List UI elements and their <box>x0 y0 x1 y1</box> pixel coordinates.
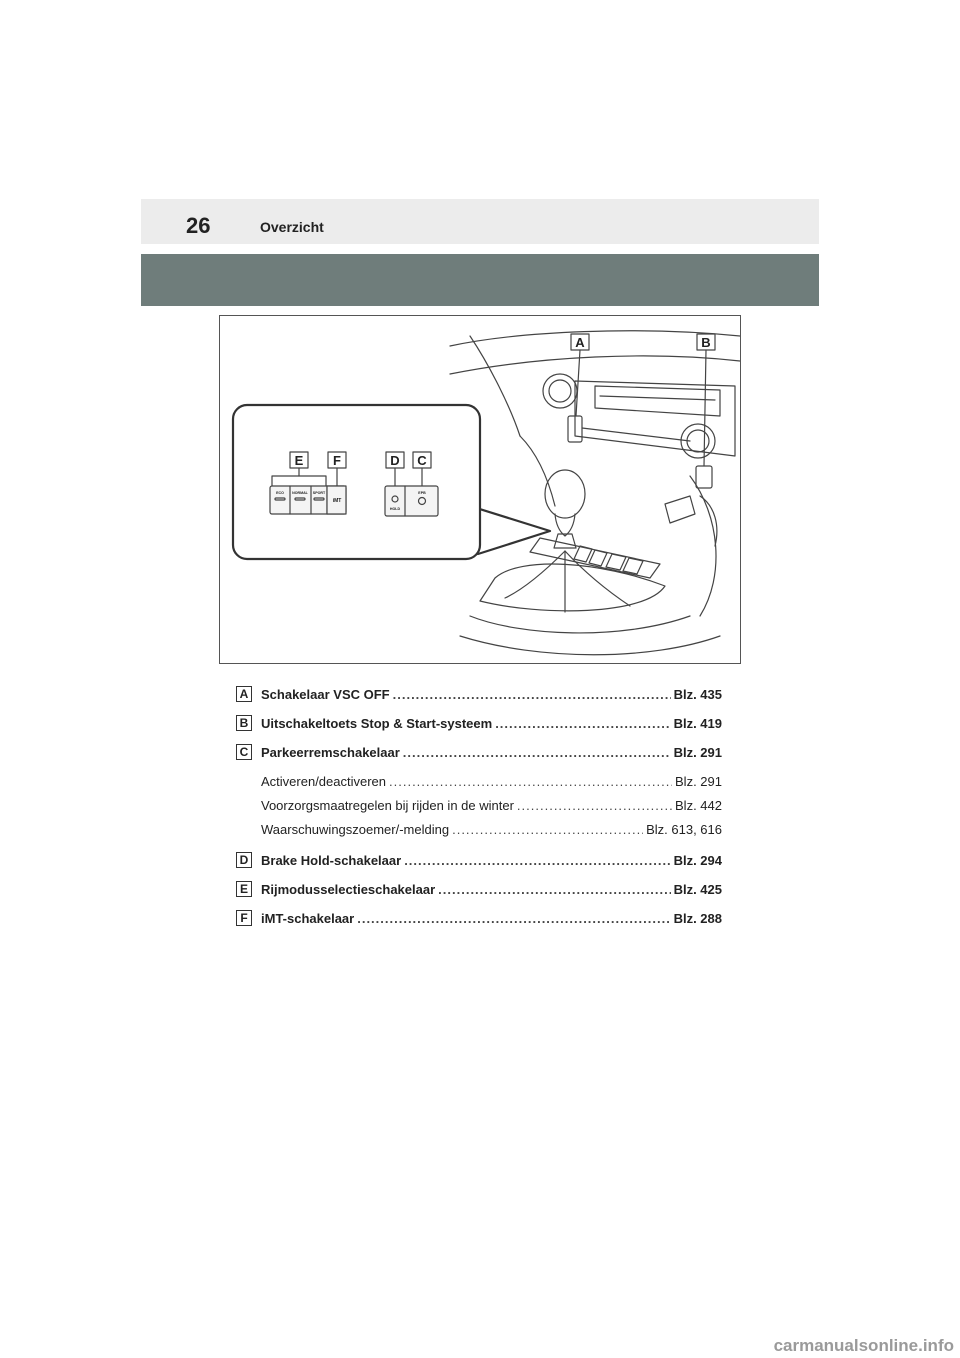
list-item <box>236 852 722 881</box>
callout-a: A <box>575 335 585 350</box>
list-item <box>236 686 722 715</box>
item-letter: F <box>236 910 252 926</box>
center-panel <box>575 381 735 456</box>
callout-d: D <box>390 453 400 468</box>
item-letter: D <box>236 852 252 868</box>
item-text: Schakelaar VSC OFF <box>261 687 390 702</box>
item-text: Voorzorgsmaatregelen bij rijden in de winter <box>261 798 514 813</box>
item-letter: A <box>236 686 252 702</box>
page-reference[interactable]: Blz. 442 <box>675 798 722 813</box>
page-reference[interactable]: Blz. 291 <box>673 745 722 760</box>
leader-dots <box>389 774 672 789</box>
list-item <box>236 910 722 939</box>
console-left-edge <box>520 436 555 506</box>
leader-dots <box>452 822 643 837</box>
leader-dots <box>517 798 672 813</box>
leader-dots <box>438 882 670 897</box>
item-text: Rijmodusselectieschakelaar <box>261 882 436 897</box>
normal-label: NORMAL <box>292 491 308 495</box>
console-drawing <box>220 316 740 663</box>
shift-boot <box>480 564 665 611</box>
list-item <box>236 881 722 910</box>
page-reference[interactable]: Blz. 613, 616 <box>646 822 722 837</box>
item-letter: E <box>236 881 252 897</box>
page-reference[interactable]: Blz. 435 <box>673 687 722 702</box>
item-text: Brake Hold-schakelaar <box>261 853 402 868</box>
page-reference[interactable]: Blz. 291 <box>675 774 722 789</box>
title-bar <box>141 254 819 306</box>
stop-start-switch <box>696 466 712 488</box>
section-title: Overzicht <box>260 219 324 235</box>
dash-upper-line <box>450 356 740 374</box>
item-letter: C <box>236 744 252 760</box>
callout-b: B <box>701 335 711 350</box>
display-panel <box>595 386 720 416</box>
item-text: Parkeerremschakelaar <box>261 745 400 760</box>
component-list <box>236 686 722 939</box>
page-reference[interactable]: Blz. 419 <box>673 716 722 731</box>
watermark: carmanualsonline.info <box>773 1336 954 1355</box>
left-knob <box>543 374 577 408</box>
imt-label: iMT <box>332 498 342 504</box>
zoom-pointer <box>470 506 550 554</box>
console-illustration <box>219 315 741 664</box>
sport-label: SPORT <box>312 491 326 495</box>
item-text: Waarschuwingszoemer/-melding <box>261 822 450 837</box>
page-reference[interactable]: Blz. 288 <box>673 911 722 926</box>
page-number: 26 <box>186 213 211 238</box>
header-bar <box>141 199 819 244</box>
leader-dots <box>403 745 671 760</box>
sub-list-item <box>236 797 722 821</box>
callout-f: F <box>333 453 341 468</box>
leader-dots <box>495 716 670 731</box>
hold-label: HOLD <box>389 507 401 511</box>
epb-label: EPB <box>418 491 426 495</box>
page-reference[interactable]: Blz. 294 <box>673 853 722 868</box>
list-item <box>236 715 722 744</box>
item-text: iMT-schakelaar <box>261 911 355 926</box>
sub-list-item <box>236 821 722 852</box>
leader-dots <box>357 911 670 926</box>
zoom-inset <box>233 405 480 559</box>
sub-list-item <box>236 773 722 797</box>
switch-panel <box>530 538 660 578</box>
gear-knob <box>545 470 585 518</box>
tray-socket <box>665 496 695 523</box>
callout-c: C <box>417 453 427 468</box>
item-text: Uitschakeltoets Stop & Start-systeem <box>261 716 493 731</box>
callout-e: E <box>294 453 304 468</box>
eco-label: ECO <box>276 491 284 495</box>
list-item <box>236 744 722 773</box>
item-letter: B <box>236 715 252 731</box>
leader-dots <box>393 687 671 702</box>
leader-dots <box>404 853 670 868</box>
leader-line-a <box>576 350 580 416</box>
item-text: Activeren/deactiveren <box>261 774 387 789</box>
page-reference[interactable]: Blz. 425 <box>673 882 722 897</box>
